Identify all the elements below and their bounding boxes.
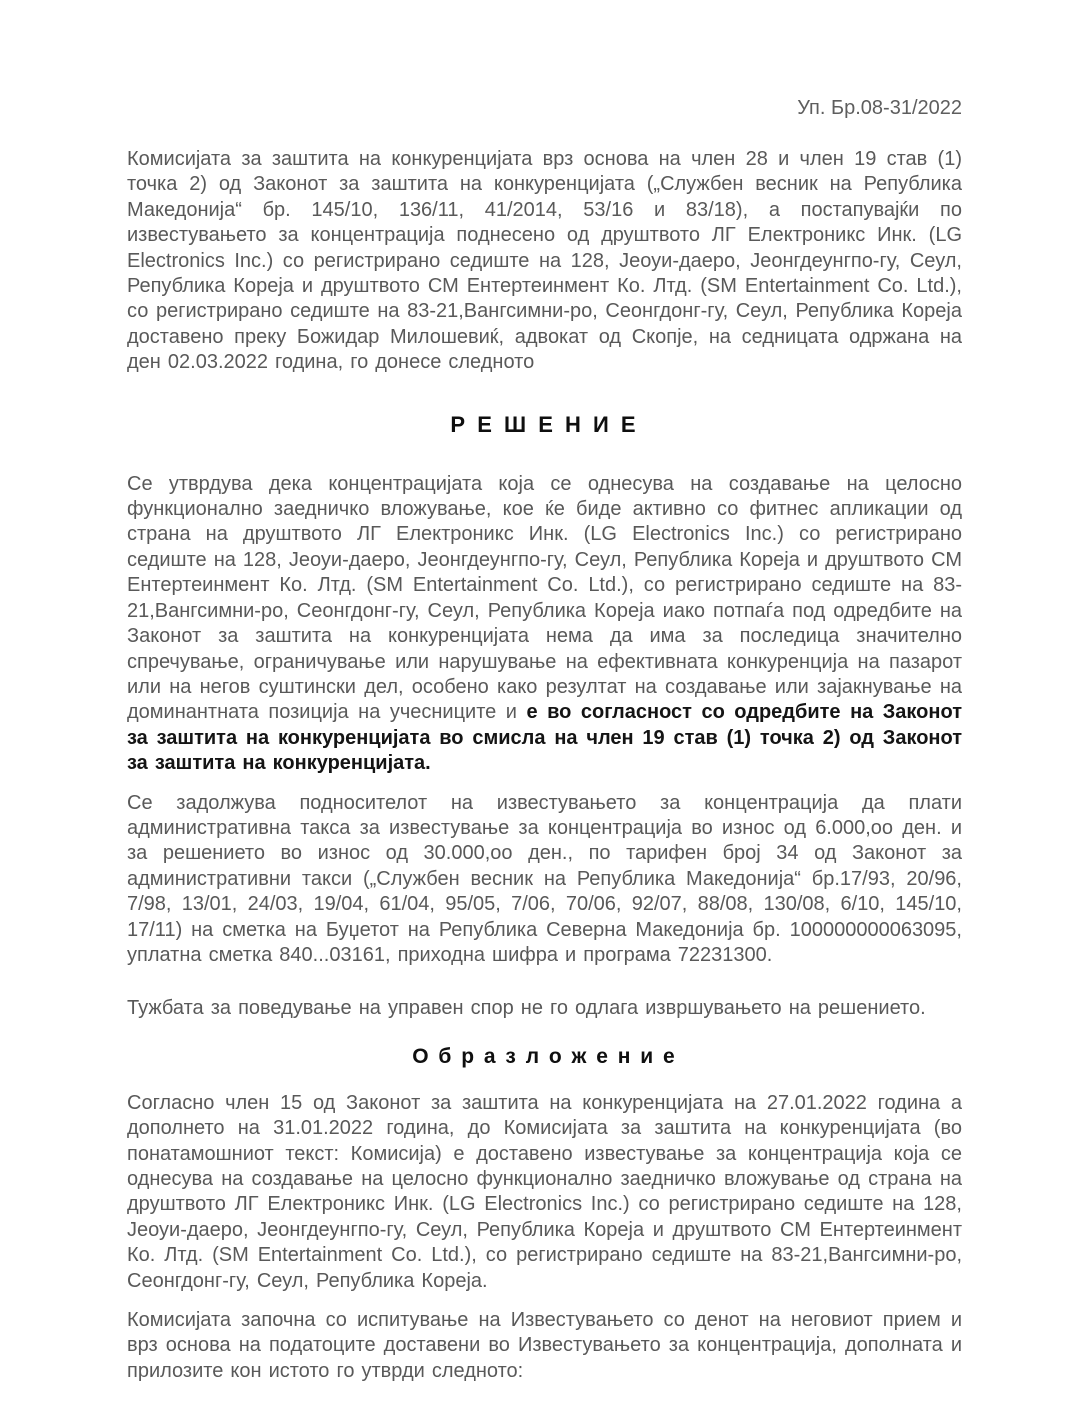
explanation-paragraph-1: Согласно член 15 од Законот за заштита на конкуренцијата на 27.01.2022 година а дополнето на 31.01.2022 година, до Комисијата за заштита на конкуренцијата (во понатамошниот текст: Комисија) е доставено известување за концентрација која се однесува на создавање на целосно функционално заедничко вложување од страна на друштвото ЛГ Електроникс Инк. (LG Electronics Inc.) со регистрирано седиште на 128, Јеоуи-даеро, Јеонгдеунгпо-гу, Сеул, Република Кореја и друштвото СМ Ентертеинмент Ко. Лтд. (SM Entertainment Co. Ltd.), со регистрирано седиште на 83-21,Вангсимни-ро, Сеонгдонг-гу, Сеул, Република Кореја. (127, 1091, 962, 1292)
decision-paragraph-appeal: Тужбата за поведување на управен спор не го одлага извршувањето на решението. (127, 997, 926, 1020)
case-number: Уп. Бр.08-31/2022 (797, 97, 962, 119)
explanation-heading: О б р а з л о ж е н и е (412, 1044, 677, 1068)
findings-normal-text: Се утврдува дека концентрацијата која се однесува на создавање на целосно функционално заедничко вложување, кое ќе биде активно со фитнес апликации од страна на друштвото ЛГ Електроникс Инк. (LG Electronics Inc.) со регистрирано седиште на 128, Јеоуи-даеро, Јеонгдеунгпо-гу, Сеул, Република Кореја и друштвото СМ Ентертеинмент Ко. Лтд. (SM Entertainment Co. Ltd.), со регистрирано седиште на 83-21,Вангсимни-ро, Сеонгдонг-гу, Сеул, Република Кореја иако потпаѓа под одредбите на Законот за заштита на конкуренцијата нема да има за последица значително спречување, ограничување или нарушување на ефективната конкуренција на пазарот или на негов суштински дел, особено како резултат на создавање или зајакнување на доминантната позиција на учесниците и (127, 472, 962, 724)
intro-paragraph: Комисијата за заштита на конкуренцијата врз основа на член 28 и член 19 став (1) точка 2) од Законот за заштита на конкуренцијата („Службен весник на Република Македонија“ бр. 145/10, 136/11, 41/2014, 53/16 и 83/18), а постапувајќи по известувањето за концентрација поднесено од друштвото ЛГ Електроникс Инк. (LG Electronics Inc.) со регистрирано седиште на 128, Јеоуи-даеро, Јеонгдеунгпо-гу, Сеул, Република Кореја и друштвото СМ Ентертеинмент Ко. Лтд. (SM Entertainment Co. Ltd.), со регистрирано седиште на 83-21,Вангсимни-ро, Сеонгдонг-гу, Сеул, Република Кореја доставено преку Божидар Милошевиќ, адвокат од Скопје, на седницата одржана на ден 02.03.2022 година, го донесе следното (127, 148, 962, 374)
explanation-paragraph-2: Комисијата започна со испитување на Известувањето со денот на неговиот прием и врз основа на податоците доставени во Известувањето за концентрација, дополната и прилозите кон истото го утврди следното: (127, 1309, 962, 1382)
decision-paragraph-fees: Се задолжува подносителот на известувањето за концентрација да плати административна такса за известување за концентрација во износ од 6.000,оо ден. и за решението во износ од 30.000,оо ден., по тарифен број 34 од Законот за административни такси („Службен весник на Република Македонија“ бр.17/93, 20/96, 7/98, 13/01, 24/03, 19/04, 61/04, 95/05, 7/06, 70/06, 92/07, 88/08, 130/08, 6/10, 145/10, 17/11) на сметка на Буџетот на Република Северна Македонија бр. 100000000063095, уплатна сметка 840...03161, приходна шифра и програма 72231300. (127, 791, 962, 966)
decision-heading: Р Е Ш Е Н И Е (450, 411, 639, 437)
decision-paragraph-findings (127, 472, 962, 777)
findings-bold-text: е во согласност со одредбите на Законот за заштита на конкуренцијата во смисла на член 19 став (1) точка 2) од Законот за заштита на конкуренцијата. (127, 701, 962, 775)
